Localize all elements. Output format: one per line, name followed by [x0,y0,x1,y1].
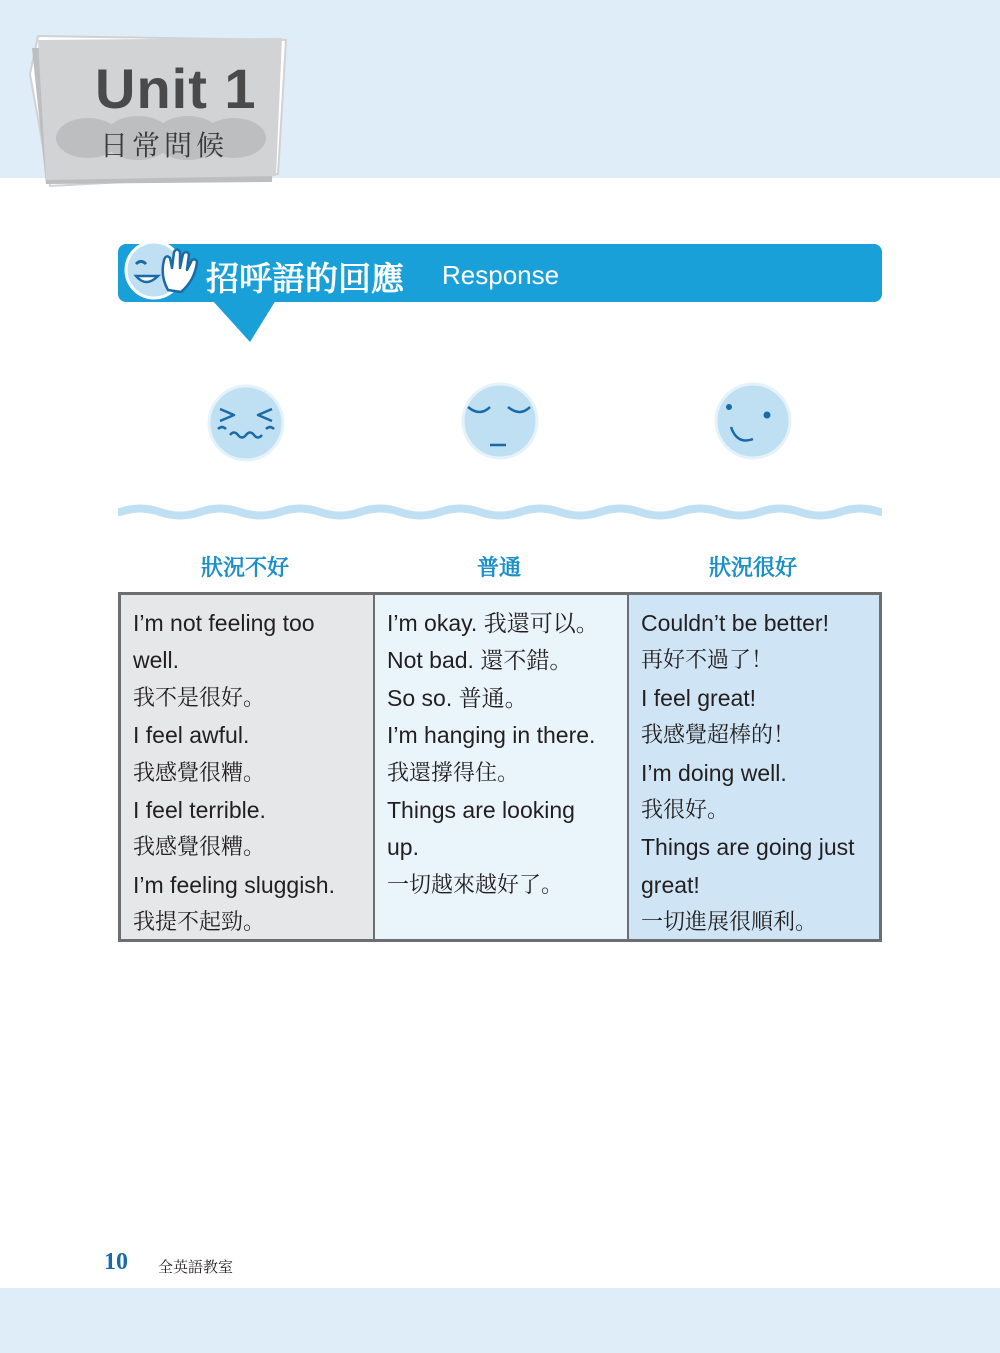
table-line: I feel awful. [133,722,250,749]
bottom-band [0,1288,1000,1353]
checker-pattern [300,133,1000,177]
book-title: 全英語教室 [158,1258,234,1276]
column-heading-bad: 狀況不好 [200,556,289,581]
table-line: up. [387,834,419,861]
table-line: Not bad. 還不錯。 [387,647,573,674]
section-title-zh: 招呼語的回應 [206,259,404,298]
table-line: 我還撐得住。 [387,760,520,786]
table-line: 我不是很好。 [133,685,266,711]
column-heading-good: 狀況很好 [708,556,797,581]
column-bad [121,595,375,939]
neutral-face-icon [460,381,540,461]
response-table [118,592,882,942]
table-line: I’m hanging in there. [387,722,596,749]
section-header-tail [212,300,276,342]
happy-face-icon [713,381,793,461]
unhappy-face-icon [206,383,286,463]
table-line: 一切進展很順利。 [641,910,818,936]
table-line: great! [641,871,700,898]
table-line: So so. 普通。 [387,684,528,711]
table-line: 我感覺超棒的！ [641,723,796,749]
table-line: Things are looking [387,797,575,824]
column-heading-ok: 普通 [476,556,521,581]
table-line: 我感覺很糟。 [133,760,266,786]
table-line: I’m okay. 我還可以。 [387,610,599,636]
table-line: I feel great! [641,684,757,711]
table-line: 一切越來越好了。 [387,872,564,898]
column-ok [375,595,629,939]
table-line: I’m not feeling too [133,610,315,636]
table-line: I’m feeling sluggish. [133,871,335,898]
wavy-divider [118,504,882,520]
table-line: well. [133,647,180,674]
section-title-en: Response [442,260,560,290]
table-line: 再好不過了！ [641,648,774,674]
table-line: Things are going just [641,834,855,861]
table-line: I’m doing well. [641,759,787,786]
column-good [629,595,879,939]
table-line: 我提不起勁。 [133,910,266,936]
table-line: 我很好。 [641,798,730,824]
unit-subtitle: 日常問候 [100,129,229,162]
table-line: I feel terrible. [133,797,266,824]
hand-wave-face-icon [124,234,198,304]
table-line: Couldn’t be better! [641,610,829,636]
table-line: 我感覺很糟。 [133,835,266,861]
unit-title: Unit 1 [95,57,257,120]
page-number: 10 [104,1249,128,1275]
